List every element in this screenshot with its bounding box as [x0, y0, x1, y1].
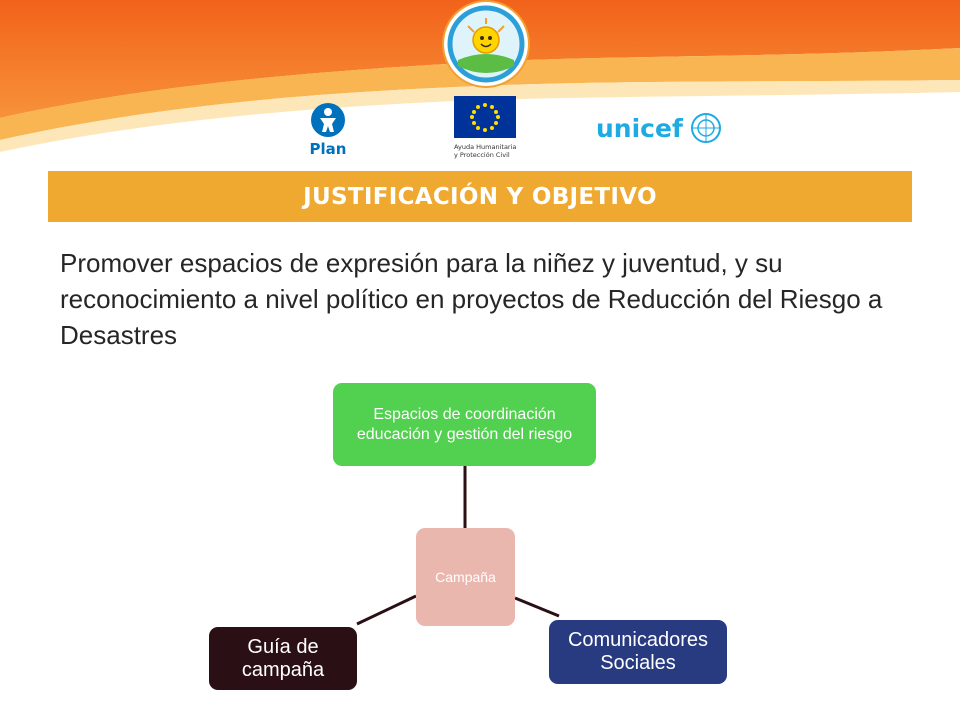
unicef-logo-label: unicef	[596, 114, 683, 143]
node-coordination-label: Espacios de coordinación educación y gestión del riesgo	[356, 405, 573, 443]
objective-text: Promover espacios de expresión para la niñez y juventud, y su reconocimiento a nivel político en proyectos de Reducción del Riesgo a Desastres	[60, 248, 883, 350]
connector-left	[357, 596, 416, 624]
page-title: JUSTIFICACIÓN Y OBJETIVO	[303, 183, 657, 210]
node-campaign-guide-line-2: campaña	[241, 658, 325, 681]
node-coordination	[333, 383, 596, 466]
node-social-communicators-line-2: Sociales	[600, 652, 676, 674]
connector-right	[515, 598, 559, 616]
plan-logo-label: Plan	[309, 140, 347, 158]
node-campaign-guide	[209, 627, 357, 690]
eu-logo-label-1: Ayuda Humanitaria	[454, 143, 517, 151]
node-campaign	[416, 528, 515, 626]
node-campaign-label: Campaña	[435, 569, 496, 585]
node-campaign-guide-line-1: Guía de	[247, 635, 319, 658]
eu-logo-label-2: y Protección Civil	[454, 151, 510, 159]
node-social-communicators-line-1: Comunicadores	[567, 629, 709, 651]
node-social-communicators	[549, 620, 727, 684]
